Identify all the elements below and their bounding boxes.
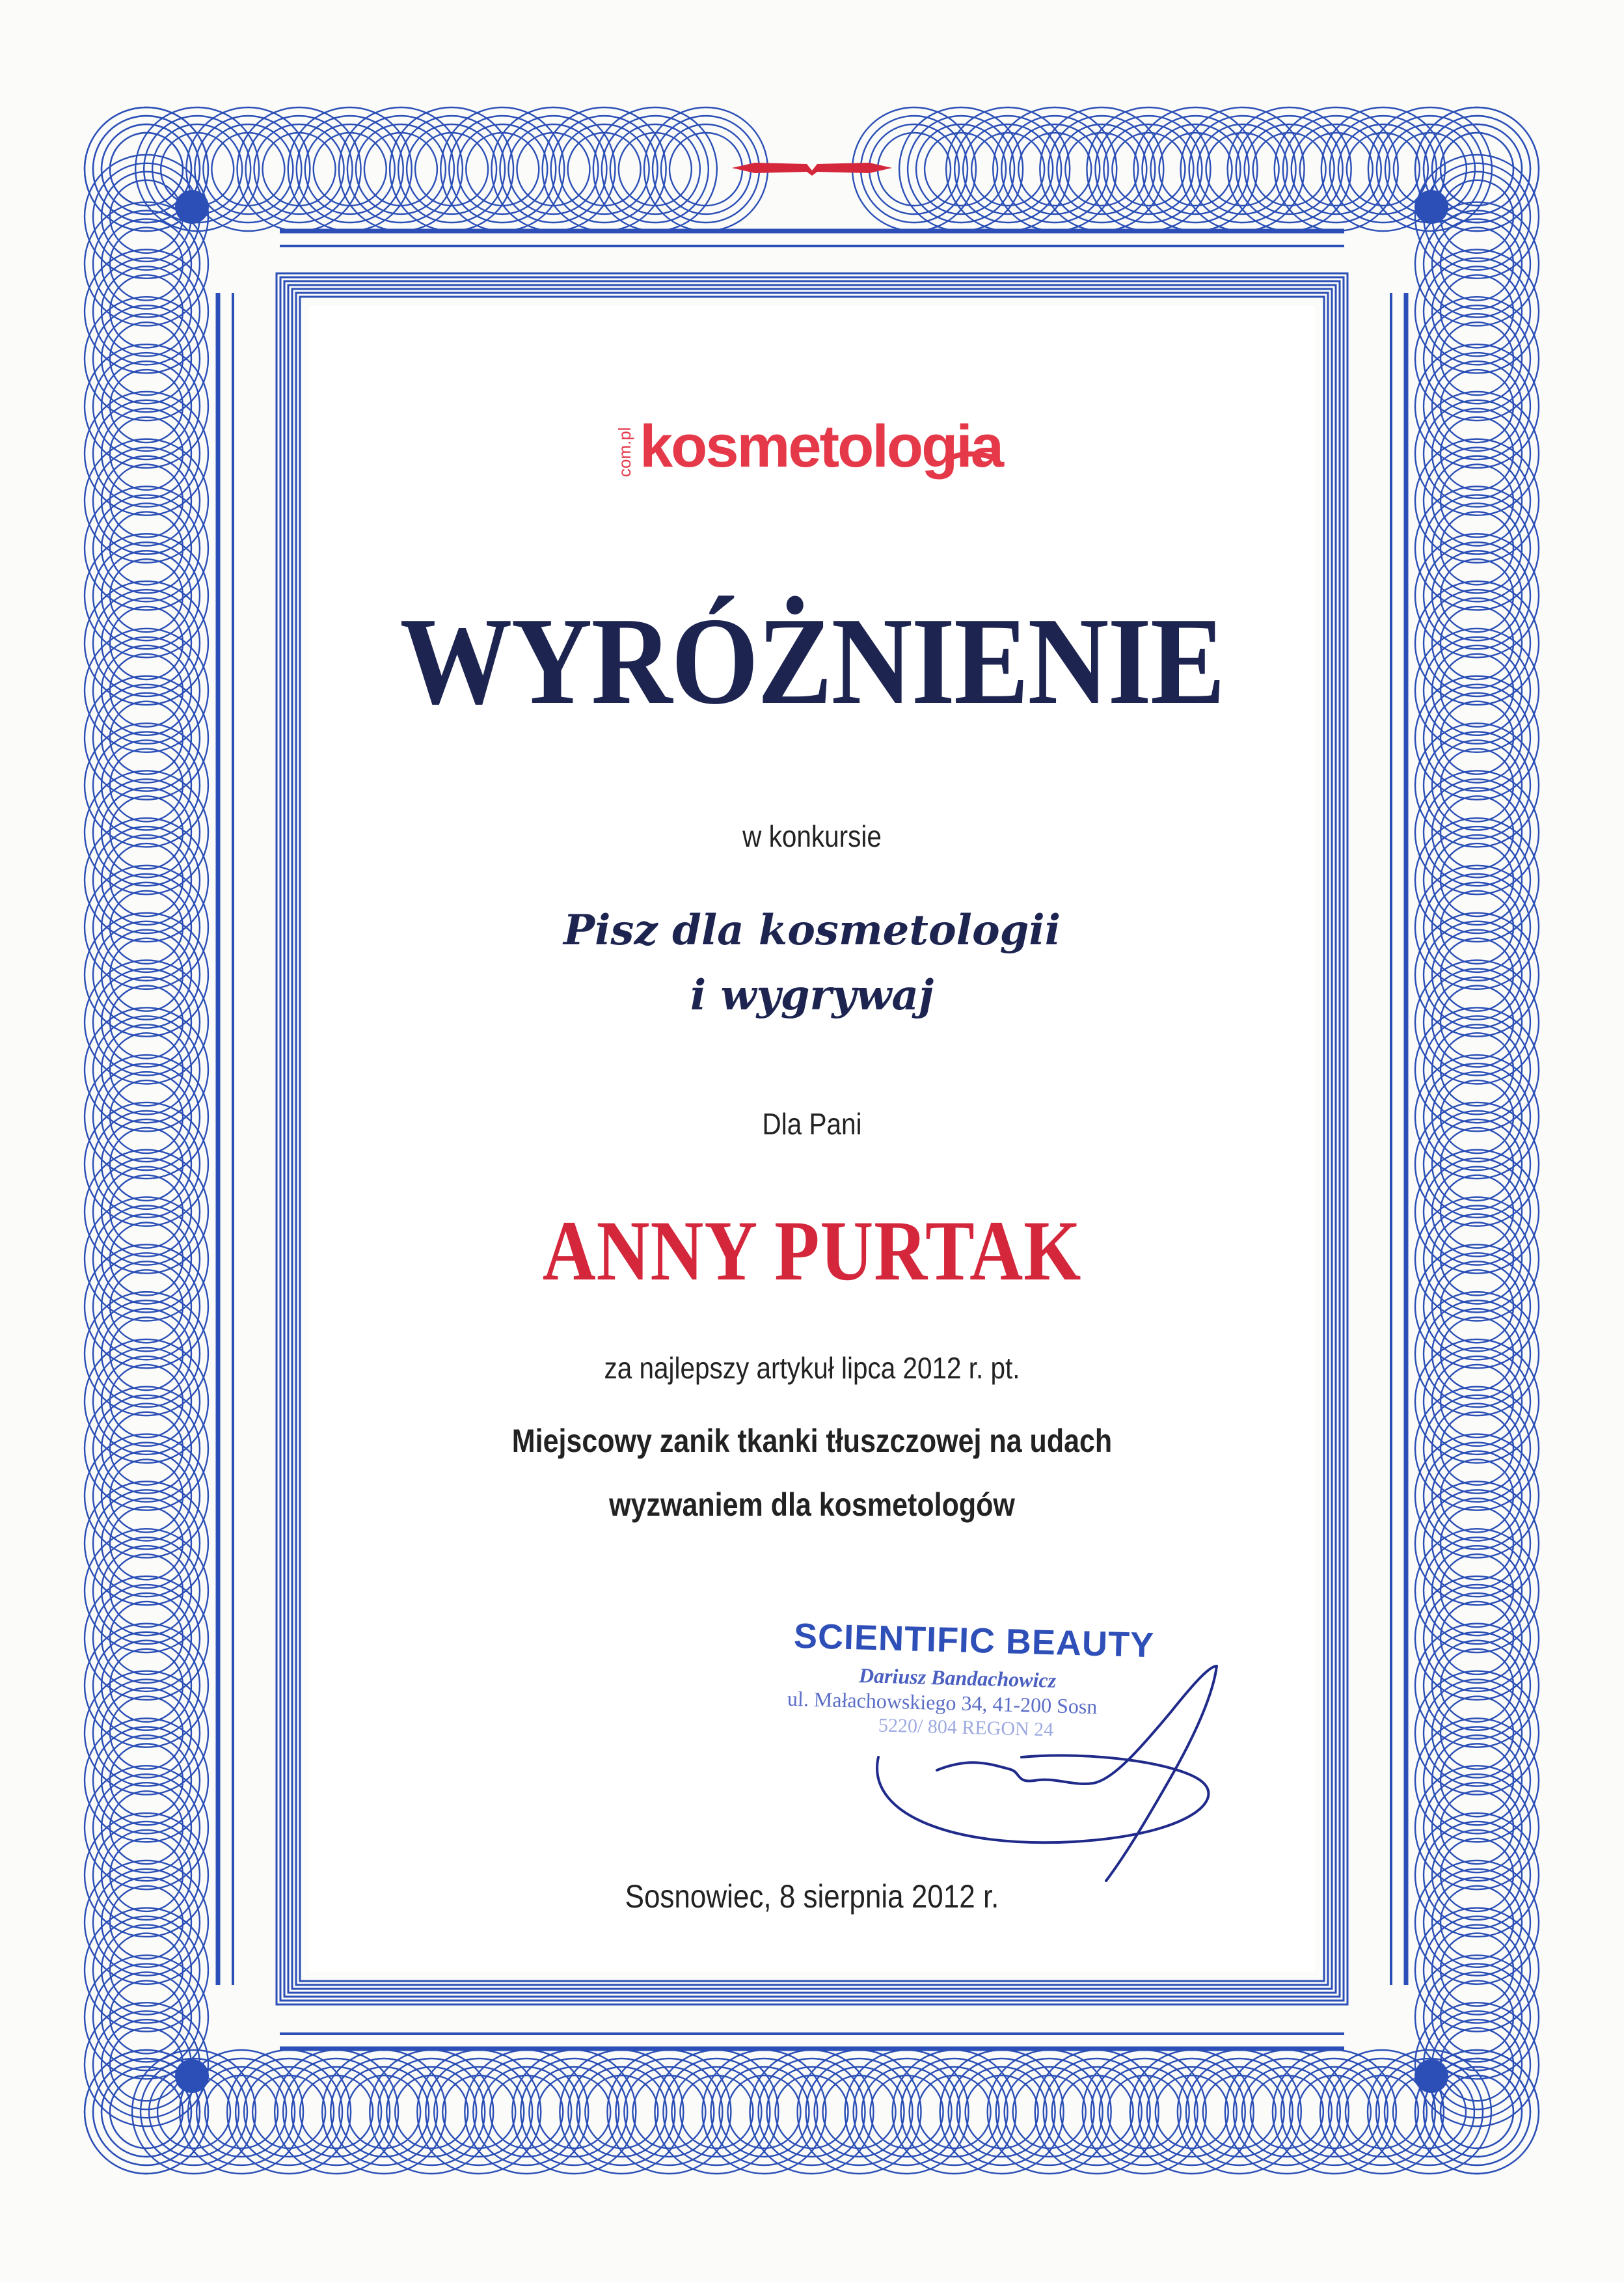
logo-swash-icon [948,444,994,470]
handwritten-signature [859,1653,1288,1887]
contest-name-line-2: i wygrywaj [690,971,934,1020]
article-title-line-2: wyzwaniem dla kosmetologów [609,1486,1015,1523]
award-reason: za najlepszy artykuł lipca 2012 r. pt. [604,1351,1020,1385]
article-title [114,1409,1511,1537]
stamp-ids: 5220/ 804 REGON 24 [878,1714,1054,1741]
contest-name-line-1: Pisz dla kosmetologii [563,906,1061,955]
recipient-intro: Dla Pani [762,1107,862,1141]
recipient-name: ANNY PURTAK [542,1203,1082,1298]
place-and-date: Sosnowiec, 8 sierpnia 2012 r. [625,1878,999,1915]
stamp-address: ul. Małachowskiego 34, 41-200 Sosn [787,1686,1098,1719]
stamp-company: SCIENTIFIC BEAUTY [793,1616,1155,1665]
kosmetologia-logo [615,403,1018,501]
certificate-title: WYRÓŻNIENIE [399,592,1225,730]
logo-domain-suffix: com.pl [615,427,634,478]
contest-intro: w konkursie [742,819,882,853]
logo-brand-text: kosmetologia [640,413,1003,480]
stamp-owner: Dariusz Bandachowicz [858,1663,1057,1692]
article-title-line-1: Miejscowy zanik tkanki tłuszczowej na udach [511,1423,1113,1459]
contest-name [0,898,1624,1028]
